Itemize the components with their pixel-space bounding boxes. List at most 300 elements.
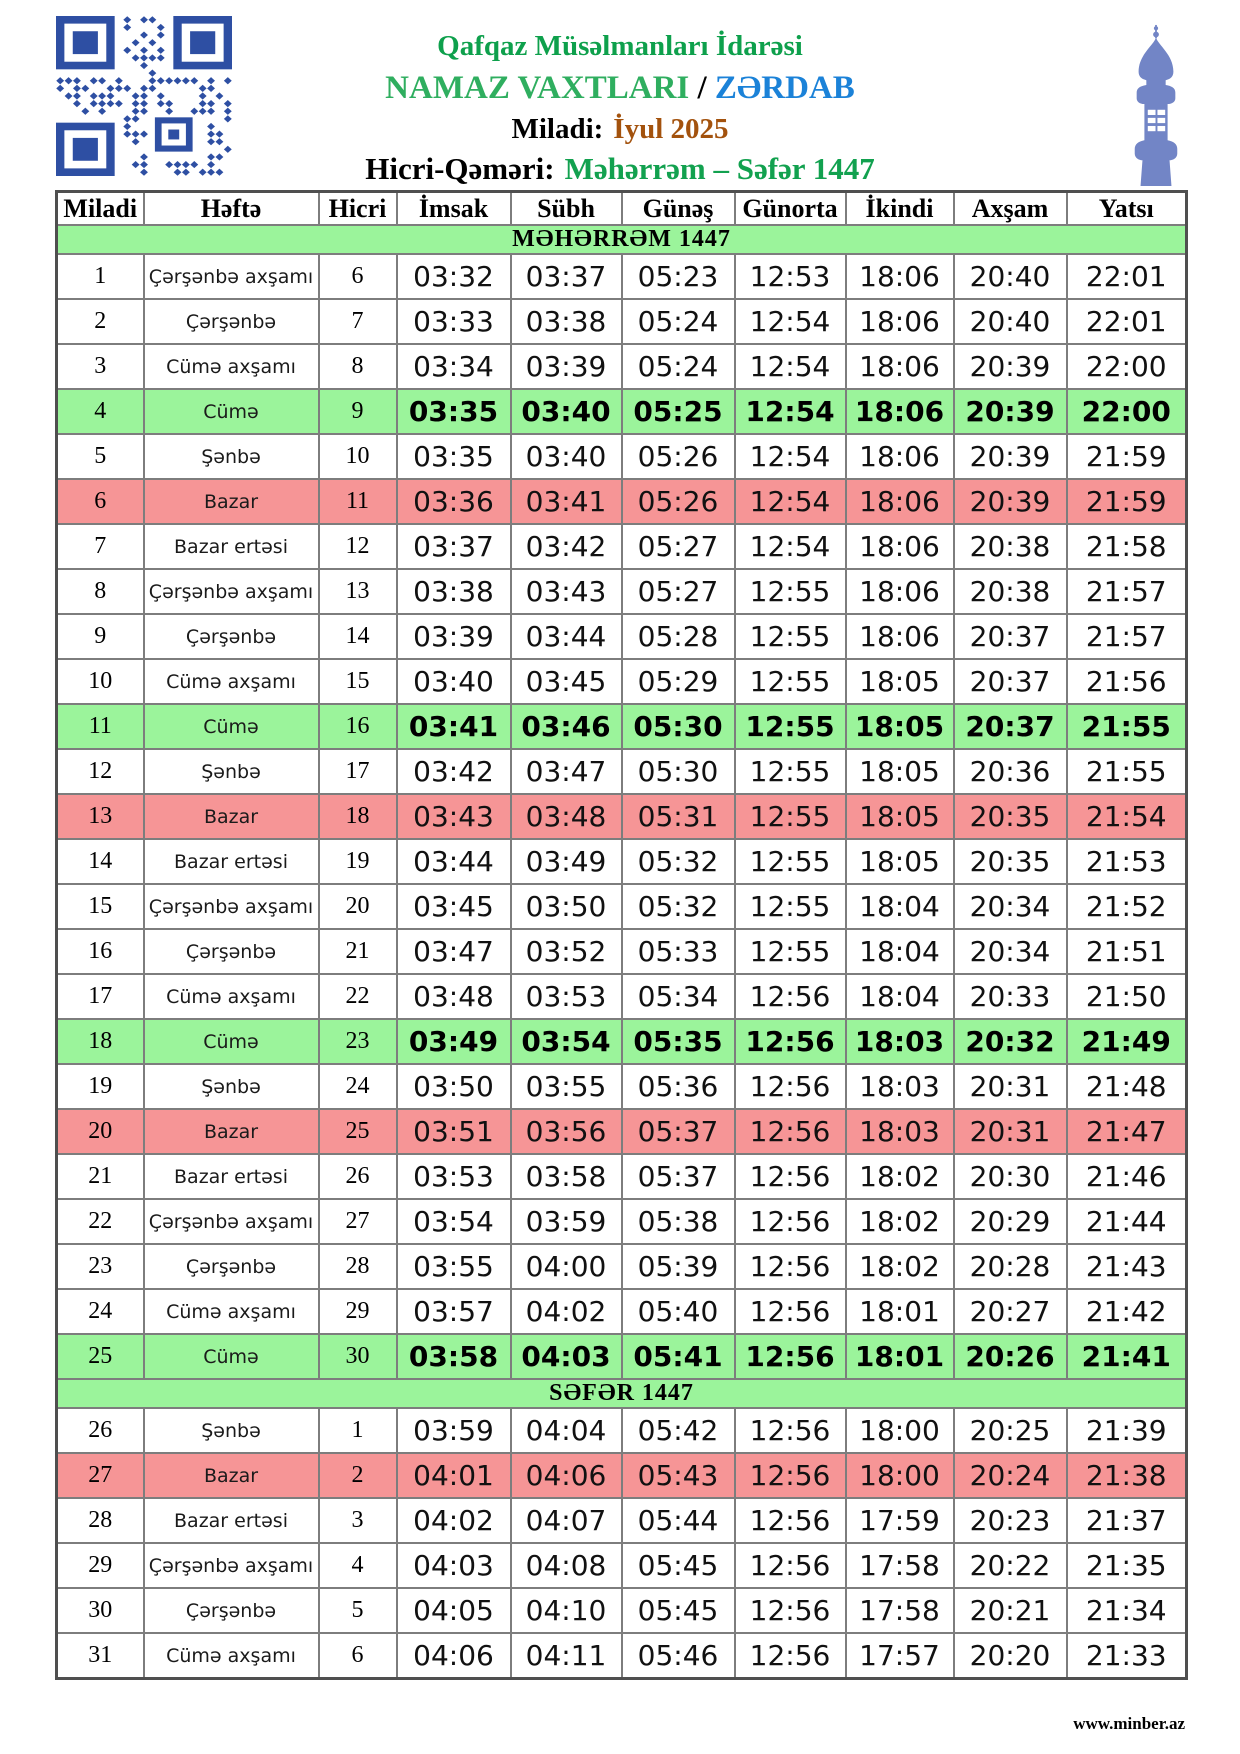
weekday-cell: Cümə [144, 1334, 319, 1379]
weekday-cell: Bazar [144, 1453, 319, 1498]
time-cell: 05:36 [622, 1064, 735, 1109]
weekday-cell: Çərşənbə axşamı [144, 1543, 319, 1588]
hicri-day-cell: 25 [319, 1109, 397, 1154]
table-row [57, 1064, 1187, 1109]
time-cell: 20:32 [954, 1019, 1067, 1064]
time-cell: 12:55 [735, 929, 846, 974]
time-cell: 20:35 [954, 794, 1067, 839]
time-cell: 03:41 [397, 704, 511, 749]
weekday-cell: Çərşənbə [144, 1588, 319, 1633]
month-banner-label: MƏHƏRRƏM 1447 [57, 225, 1187, 254]
time-cell: 20:37 [954, 704, 1067, 749]
time-cell: 04:05 [397, 1588, 511, 1633]
time-cell: 03:55 [397, 1244, 511, 1289]
time-cell: 20:34 [954, 884, 1067, 929]
time-cell: 03:42 [397, 749, 511, 794]
time-cell: 05:45 [622, 1543, 735, 1588]
time-cell: 18:03 [846, 1019, 954, 1064]
title-main: NAMAZ VAXTLARI [385, 70, 690, 107]
time-cell: 12:56 [735, 1244, 846, 1289]
hicri-day-cell: 15 [319, 659, 397, 704]
time-cell: 22:01 [1067, 299, 1187, 344]
time-cell: 18:03 [846, 1109, 954, 1154]
time-cell: 03:37 [397, 524, 511, 569]
time-cell: 03:32 [397, 254, 511, 299]
time-cell: 21:35 [1067, 1543, 1187, 1588]
time-cell: 20:20 [954, 1633, 1067, 1679]
time-cell: 12:56 [735, 1543, 846, 1588]
hicri-day-cell: 27 [319, 1199, 397, 1244]
time-cell: 03:44 [511, 614, 622, 659]
miladi-day-cell: 24 [57, 1289, 144, 1334]
time-cell: 04:00 [511, 1244, 622, 1289]
time-cell: 12:55 [735, 704, 846, 749]
miladi-day-cell: 11 [57, 704, 144, 749]
time-cell: 12:56 [735, 1154, 846, 1199]
time-cell: 05:45 [622, 1588, 735, 1633]
miladi-day-cell: 3 [57, 344, 144, 389]
website-url: www.minber.az [1073, 1714, 1185, 1733]
weekday-cell: Bazar ertəsi [144, 1154, 319, 1199]
time-cell: 21:52 [1067, 884, 1187, 929]
time-cell: 03:47 [397, 929, 511, 974]
table-row [57, 524, 1187, 569]
weekday-cell: Cümə axşamı [144, 1633, 319, 1679]
time-cell: 20:38 [954, 569, 1067, 614]
time-cell: 03:39 [511, 344, 622, 389]
page-title [0, 70, 1240, 108]
prayer-times-table [55, 190, 1188, 1680]
miladi-day-cell: 19 [57, 1064, 144, 1109]
hicri-day-cell: 2 [319, 1453, 397, 1498]
time-cell: 03:36 [397, 479, 511, 524]
time-cell: 03:47 [511, 749, 622, 794]
miladi-day-cell: 26 [57, 1408, 144, 1453]
table-row [57, 434, 1187, 479]
time-cell: 04:06 [511, 1453, 622, 1498]
miladi-label: Miladi: [511, 113, 604, 146]
time-cell: 20:23 [954, 1498, 1067, 1543]
time-cell: 03:37 [511, 254, 622, 299]
weekday-cell: Bazar ertəsi [144, 1498, 319, 1543]
time-cell: 21:55 [1067, 749, 1187, 794]
hicri-day-cell: 8 [319, 344, 397, 389]
time-cell: 05:34 [622, 974, 735, 1019]
time-cell: 05:42 [622, 1408, 735, 1453]
time-cell: 18:06 [846, 569, 954, 614]
table-row [57, 659, 1187, 704]
time-cell: 12:56 [735, 1334, 846, 1379]
time-cell: 18:05 [846, 659, 954, 704]
time-cell: 05:30 [622, 704, 735, 749]
time-cell: 17:58 [846, 1588, 954, 1633]
weekday-cell: Çərşənbə axşamı [144, 254, 319, 299]
miladi-day-cell: 9 [57, 614, 144, 659]
table-body [57, 225, 1187, 1679]
hicri-day-cell: 11 [319, 479, 397, 524]
time-cell: 03:52 [511, 929, 622, 974]
time-cell: 04:03 [397, 1543, 511, 1588]
time-cell: 12:56 [735, 1453, 846, 1498]
time-cell: 04:10 [511, 1588, 622, 1633]
time-cell: 03:51 [397, 1109, 511, 1154]
time-cell: 22:01 [1067, 254, 1187, 299]
time-cell: 03:55 [511, 1064, 622, 1109]
time-cell: 12:56 [735, 1408, 846, 1453]
time-cell: 12:55 [735, 614, 846, 659]
time-cell: 12:56 [735, 1498, 846, 1543]
time-cell: 20:39 [954, 389, 1067, 434]
weekday-cell: Cümə [144, 389, 319, 434]
time-cell: 21:59 [1067, 479, 1187, 524]
table-row [57, 1289, 1187, 1334]
time-cell: 20:36 [954, 749, 1067, 794]
miladi-day-cell: 8 [57, 569, 144, 614]
time-cell: 05:24 [622, 344, 735, 389]
table-row [57, 1408, 1187, 1453]
time-cell: 12:56 [735, 1588, 846, 1633]
time-cell: 05:25 [622, 389, 735, 434]
time-cell: 20:24 [954, 1453, 1067, 1498]
weekday-cell: Bazar ertəsi [144, 524, 319, 569]
miladi-day-cell: 7 [57, 524, 144, 569]
column-header-axsam: Axşam [954, 192, 1067, 226]
hicri-day-cell: 20 [319, 884, 397, 929]
time-cell: 05:30 [622, 749, 735, 794]
time-cell: 21:56 [1067, 659, 1187, 704]
table-row [57, 1109, 1187, 1154]
time-cell: 03:54 [511, 1019, 622, 1064]
table-row [57, 479, 1187, 524]
time-cell: 20:40 [954, 299, 1067, 344]
weekday-cell: Bazar [144, 1109, 319, 1154]
miladi-day-cell: 2 [57, 299, 144, 344]
weekday-cell: Cümə [144, 704, 319, 749]
time-cell: 03:50 [397, 1064, 511, 1109]
time-cell: 03:50 [511, 884, 622, 929]
weekday-cell: Şənbə [144, 1408, 319, 1453]
table-row [57, 389, 1187, 434]
time-cell: 20:28 [954, 1244, 1067, 1289]
time-cell: 03:45 [511, 659, 622, 704]
weekday-cell: Çərşənbə axşamı [144, 1199, 319, 1244]
time-cell: 20:39 [954, 344, 1067, 389]
time-cell: 05:44 [622, 1498, 735, 1543]
column-header-yatsi: Yatsı [1067, 192, 1187, 226]
miladi-day-cell: 20 [57, 1109, 144, 1154]
time-cell: 03:54 [397, 1199, 511, 1244]
time-cell: 04:04 [511, 1408, 622, 1453]
time-cell: 21:47 [1067, 1109, 1187, 1154]
time-cell: 18:04 [846, 884, 954, 929]
table-row [57, 929, 1187, 974]
table-row [57, 749, 1187, 794]
time-cell: 18:00 [846, 1408, 954, 1453]
time-cell: 21:57 [1067, 569, 1187, 614]
time-cell: 20:31 [954, 1109, 1067, 1154]
table-row [57, 569, 1187, 614]
time-cell: 20:37 [954, 659, 1067, 704]
miladi-line [0, 113, 1240, 146]
time-cell: 05:24 [622, 299, 735, 344]
miladi-day-cell: 21 [57, 1154, 144, 1199]
time-cell: 18:00 [846, 1453, 954, 1498]
miladi-day-cell: 16 [57, 929, 144, 974]
miladi-day-cell: 27 [57, 1453, 144, 1498]
time-cell: 04:02 [511, 1289, 622, 1334]
time-cell: 03:49 [397, 1019, 511, 1064]
time-cell: 03:33 [397, 299, 511, 344]
time-cell: 18:02 [846, 1154, 954, 1199]
miladi-day-cell: 13 [57, 794, 144, 839]
organization-name: Qafqaz Müsəlmanları İdarəsi [437, 30, 803, 62]
time-cell: 21:49 [1067, 1019, 1187, 1064]
table-row [57, 299, 1187, 344]
time-cell: 05:26 [622, 434, 735, 479]
time-cell: 20:37 [954, 614, 1067, 659]
miladi-day-cell: 4 [57, 389, 144, 434]
time-cell: 18:05 [846, 749, 954, 794]
miladi-day-cell: 17 [57, 974, 144, 1019]
time-cell: 05:38 [622, 1199, 735, 1244]
hicri-day-cell: 9 [319, 389, 397, 434]
column-header-gunes: Günəş [622, 192, 735, 226]
title-separator: / [697, 70, 707, 107]
time-cell: 12:55 [735, 839, 846, 884]
table-row [57, 1199, 1187, 1244]
time-cell: 05:37 [622, 1154, 735, 1199]
hicri-day-cell: 22 [319, 974, 397, 1019]
time-cell: 22:00 [1067, 389, 1187, 434]
time-cell: 20:29 [954, 1199, 1067, 1244]
table-row [57, 884, 1187, 929]
time-cell: 03:59 [397, 1408, 511, 1453]
time-cell: 04:02 [397, 1498, 511, 1543]
time-cell: 12:54 [735, 524, 846, 569]
time-cell: 21:38 [1067, 1453, 1187, 1498]
time-cell: 18:06 [846, 614, 954, 659]
weekday-cell: Şənbə [144, 434, 319, 479]
time-cell: 12:56 [735, 1289, 846, 1334]
table-row [57, 1543, 1187, 1588]
time-cell: 03:40 [511, 434, 622, 479]
hicri-day-cell: 4 [319, 1543, 397, 1588]
time-cell: 18:06 [846, 254, 954, 299]
time-cell: 12:55 [735, 794, 846, 839]
time-cell: 12:56 [735, 1199, 846, 1244]
time-cell: 20:34 [954, 929, 1067, 974]
weekday-cell: Çərşənbə [144, 929, 319, 974]
table-row [57, 1019, 1187, 1064]
time-cell: 21:54 [1067, 794, 1187, 839]
time-cell: 03:59 [511, 1199, 622, 1244]
time-cell: 18:05 [846, 794, 954, 839]
hicri-day-cell: 3 [319, 1498, 397, 1543]
weekday-cell: Çərşənbə [144, 1244, 319, 1289]
time-cell: 05:27 [622, 569, 735, 614]
table-row [57, 1154, 1187, 1199]
miladi-day-cell: 1 [57, 254, 144, 299]
column-header-hicri: Hicri [319, 192, 397, 226]
hicri-day-cell: 30 [319, 1334, 397, 1379]
hicri-value: Məhərrəm – Səfər 1447 [564, 150, 875, 186]
time-cell: 20:35 [954, 839, 1067, 884]
hicri-day-cell: 7 [319, 299, 397, 344]
column-header-ikindi: İkindi [846, 192, 954, 226]
time-cell: 05:23 [622, 254, 735, 299]
time-cell: 03:42 [511, 524, 622, 569]
time-cell: 03:40 [511, 389, 622, 434]
time-cell: 20:21 [954, 1588, 1067, 1633]
time-cell: 03:43 [511, 569, 622, 614]
time-cell: 21:34 [1067, 1588, 1187, 1633]
time-cell: 12:56 [735, 1064, 846, 1109]
hicri-day-cell: 12 [319, 524, 397, 569]
header-titles [0, 30, 1240, 186]
time-cell: 21:42 [1067, 1289, 1187, 1334]
weekday-cell: Cümə axşamı [144, 1289, 319, 1334]
time-cell: 18:06 [846, 524, 954, 569]
time-cell: 21:50 [1067, 974, 1187, 1019]
miladi-day-cell: 23 [57, 1244, 144, 1289]
time-cell: 22:00 [1067, 344, 1187, 389]
time-cell: 21:59 [1067, 434, 1187, 479]
weekday-cell: Cümə axşamı [144, 659, 319, 704]
time-cell: 03:43 [397, 794, 511, 839]
time-cell: 03:58 [397, 1334, 511, 1379]
time-cell: 05:29 [622, 659, 735, 704]
hicri-day-cell: 21 [319, 929, 397, 974]
hicri-day-cell: 23 [319, 1019, 397, 1064]
column-header-miladi: Miladi [57, 192, 144, 226]
table-row [57, 704, 1187, 749]
time-cell: 03:49 [511, 839, 622, 884]
time-cell: 12:54 [735, 299, 846, 344]
time-cell: 21:53 [1067, 839, 1187, 884]
time-cell: 05:39 [622, 1244, 735, 1289]
time-cell: 18:02 [846, 1199, 954, 1244]
time-cell: 21:58 [1067, 524, 1187, 569]
time-cell: 21:46 [1067, 1154, 1187, 1199]
miladi-day-cell: 18 [57, 1019, 144, 1064]
time-cell: 03:45 [397, 884, 511, 929]
time-cell: 03:38 [397, 569, 511, 614]
time-cell: 18:06 [846, 344, 954, 389]
time-cell: 12:55 [735, 569, 846, 614]
table-row [57, 614, 1187, 659]
weekday-cell: Cümə axşamı [144, 344, 319, 389]
time-cell: 05:37 [622, 1109, 735, 1154]
time-cell: 17:59 [846, 1498, 954, 1543]
time-cell: 03:48 [511, 794, 622, 839]
time-cell: 12:55 [735, 749, 846, 794]
time-cell: 21:51 [1067, 929, 1187, 974]
time-cell: 12:56 [735, 974, 846, 1019]
time-cell: 18:06 [846, 434, 954, 479]
hicri-day-cell: 24 [319, 1064, 397, 1109]
weekday-cell: Şənbə [144, 749, 319, 794]
time-cell: 18:01 [846, 1334, 954, 1379]
time-cell: 12:54 [735, 344, 846, 389]
miladi-day-cell: 10 [57, 659, 144, 704]
hicri-day-cell: 5 [319, 1588, 397, 1633]
time-cell: 12:56 [735, 1019, 846, 1064]
time-cell: 05:27 [622, 524, 735, 569]
hicri-day-cell: 10 [319, 434, 397, 479]
table-row [57, 1633, 1187, 1679]
time-cell: 21:33 [1067, 1633, 1187, 1679]
time-cell: 20:27 [954, 1289, 1067, 1334]
time-cell: 03:34 [397, 344, 511, 389]
table-row [57, 839, 1187, 884]
time-cell: 03:53 [397, 1154, 511, 1199]
city-name: ZƏRDAB [714, 70, 855, 107]
hicri-day-cell: 26 [319, 1154, 397, 1199]
hicri-day-cell: 16 [319, 704, 397, 749]
weekday-cell: Bazar ertəsi [144, 839, 319, 884]
miladi-day-cell: 12 [57, 749, 144, 794]
time-cell: 20:25 [954, 1408, 1067, 1453]
time-cell: 21:44 [1067, 1199, 1187, 1244]
time-cell: 03:57 [397, 1289, 511, 1334]
time-cell: 03:44 [397, 839, 511, 884]
column-header-hefte: Həftə [144, 192, 319, 226]
time-cell: 03:48 [397, 974, 511, 1019]
hicri-day-cell: 6 [319, 254, 397, 299]
hicri-day-cell: 1 [319, 1408, 397, 1453]
time-cell: 12:56 [735, 1633, 846, 1679]
time-cell: 12:53 [735, 254, 846, 299]
time-cell: 05:33 [622, 929, 735, 974]
table-row [57, 1334, 1187, 1379]
weekday-cell: Çərşənbə [144, 299, 319, 344]
hicri-day-cell: 28 [319, 1244, 397, 1289]
time-cell: 18:06 [846, 479, 954, 524]
time-cell: 18:06 [846, 299, 954, 344]
table-header [57, 192, 1187, 226]
table-row [57, 344, 1187, 389]
time-cell: 05:35 [622, 1019, 735, 1064]
time-cell: 05:40 [622, 1289, 735, 1334]
time-cell: 18:06 [846, 389, 954, 434]
column-header-subh: Sübh [511, 192, 622, 226]
miladi-day-cell: 29 [57, 1543, 144, 1588]
hicri-day-cell: 18 [319, 794, 397, 839]
weekday-cell: Çərşənbə [144, 614, 319, 659]
column-header-gunorta: Günorta [735, 192, 846, 226]
time-cell: 04:08 [511, 1543, 622, 1588]
time-cell: 20:31 [954, 1064, 1067, 1109]
time-cell: 05:32 [622, 839, 735, 884]
column-header-imsak: İmsak [397, 192, 511, 226]
time-cell: 12:54 [735, 434, 846, 479]
table-row [57, 974, 1187, 1019]
miladi-value: İyul 2025 [613, 113, 729, 146]
time-cell: 03:35 [397, 434, 511, 479]
time-cell: 04:11 [511, 1633, 622, 1679]
time-cell: 04:01 [397, 1453, 511, 1498]
weekday-cell: Cümə axşamı [144, 974, 319, 1019]
minaret-icon [1127, 24, 1185, 186]
miladi-day-cell: 22 [57, 1199, 144, 1244]
time-cell: 12:55 [735, 884, 846, 929]
weekday-cell: Çərşənbə axşamı [144, 884, 319, 929]
time-cell: 21:41 [1067, 1334, 1187, 1379]
time-cell: 03:56 [511, 1109, 622, 1154]
table-row [57, 254, 1187, 299]
time-cell: 05:43 [622, 1453, 735, 1498]
time-cell: 05:31 [622, 794, 735, 839]
